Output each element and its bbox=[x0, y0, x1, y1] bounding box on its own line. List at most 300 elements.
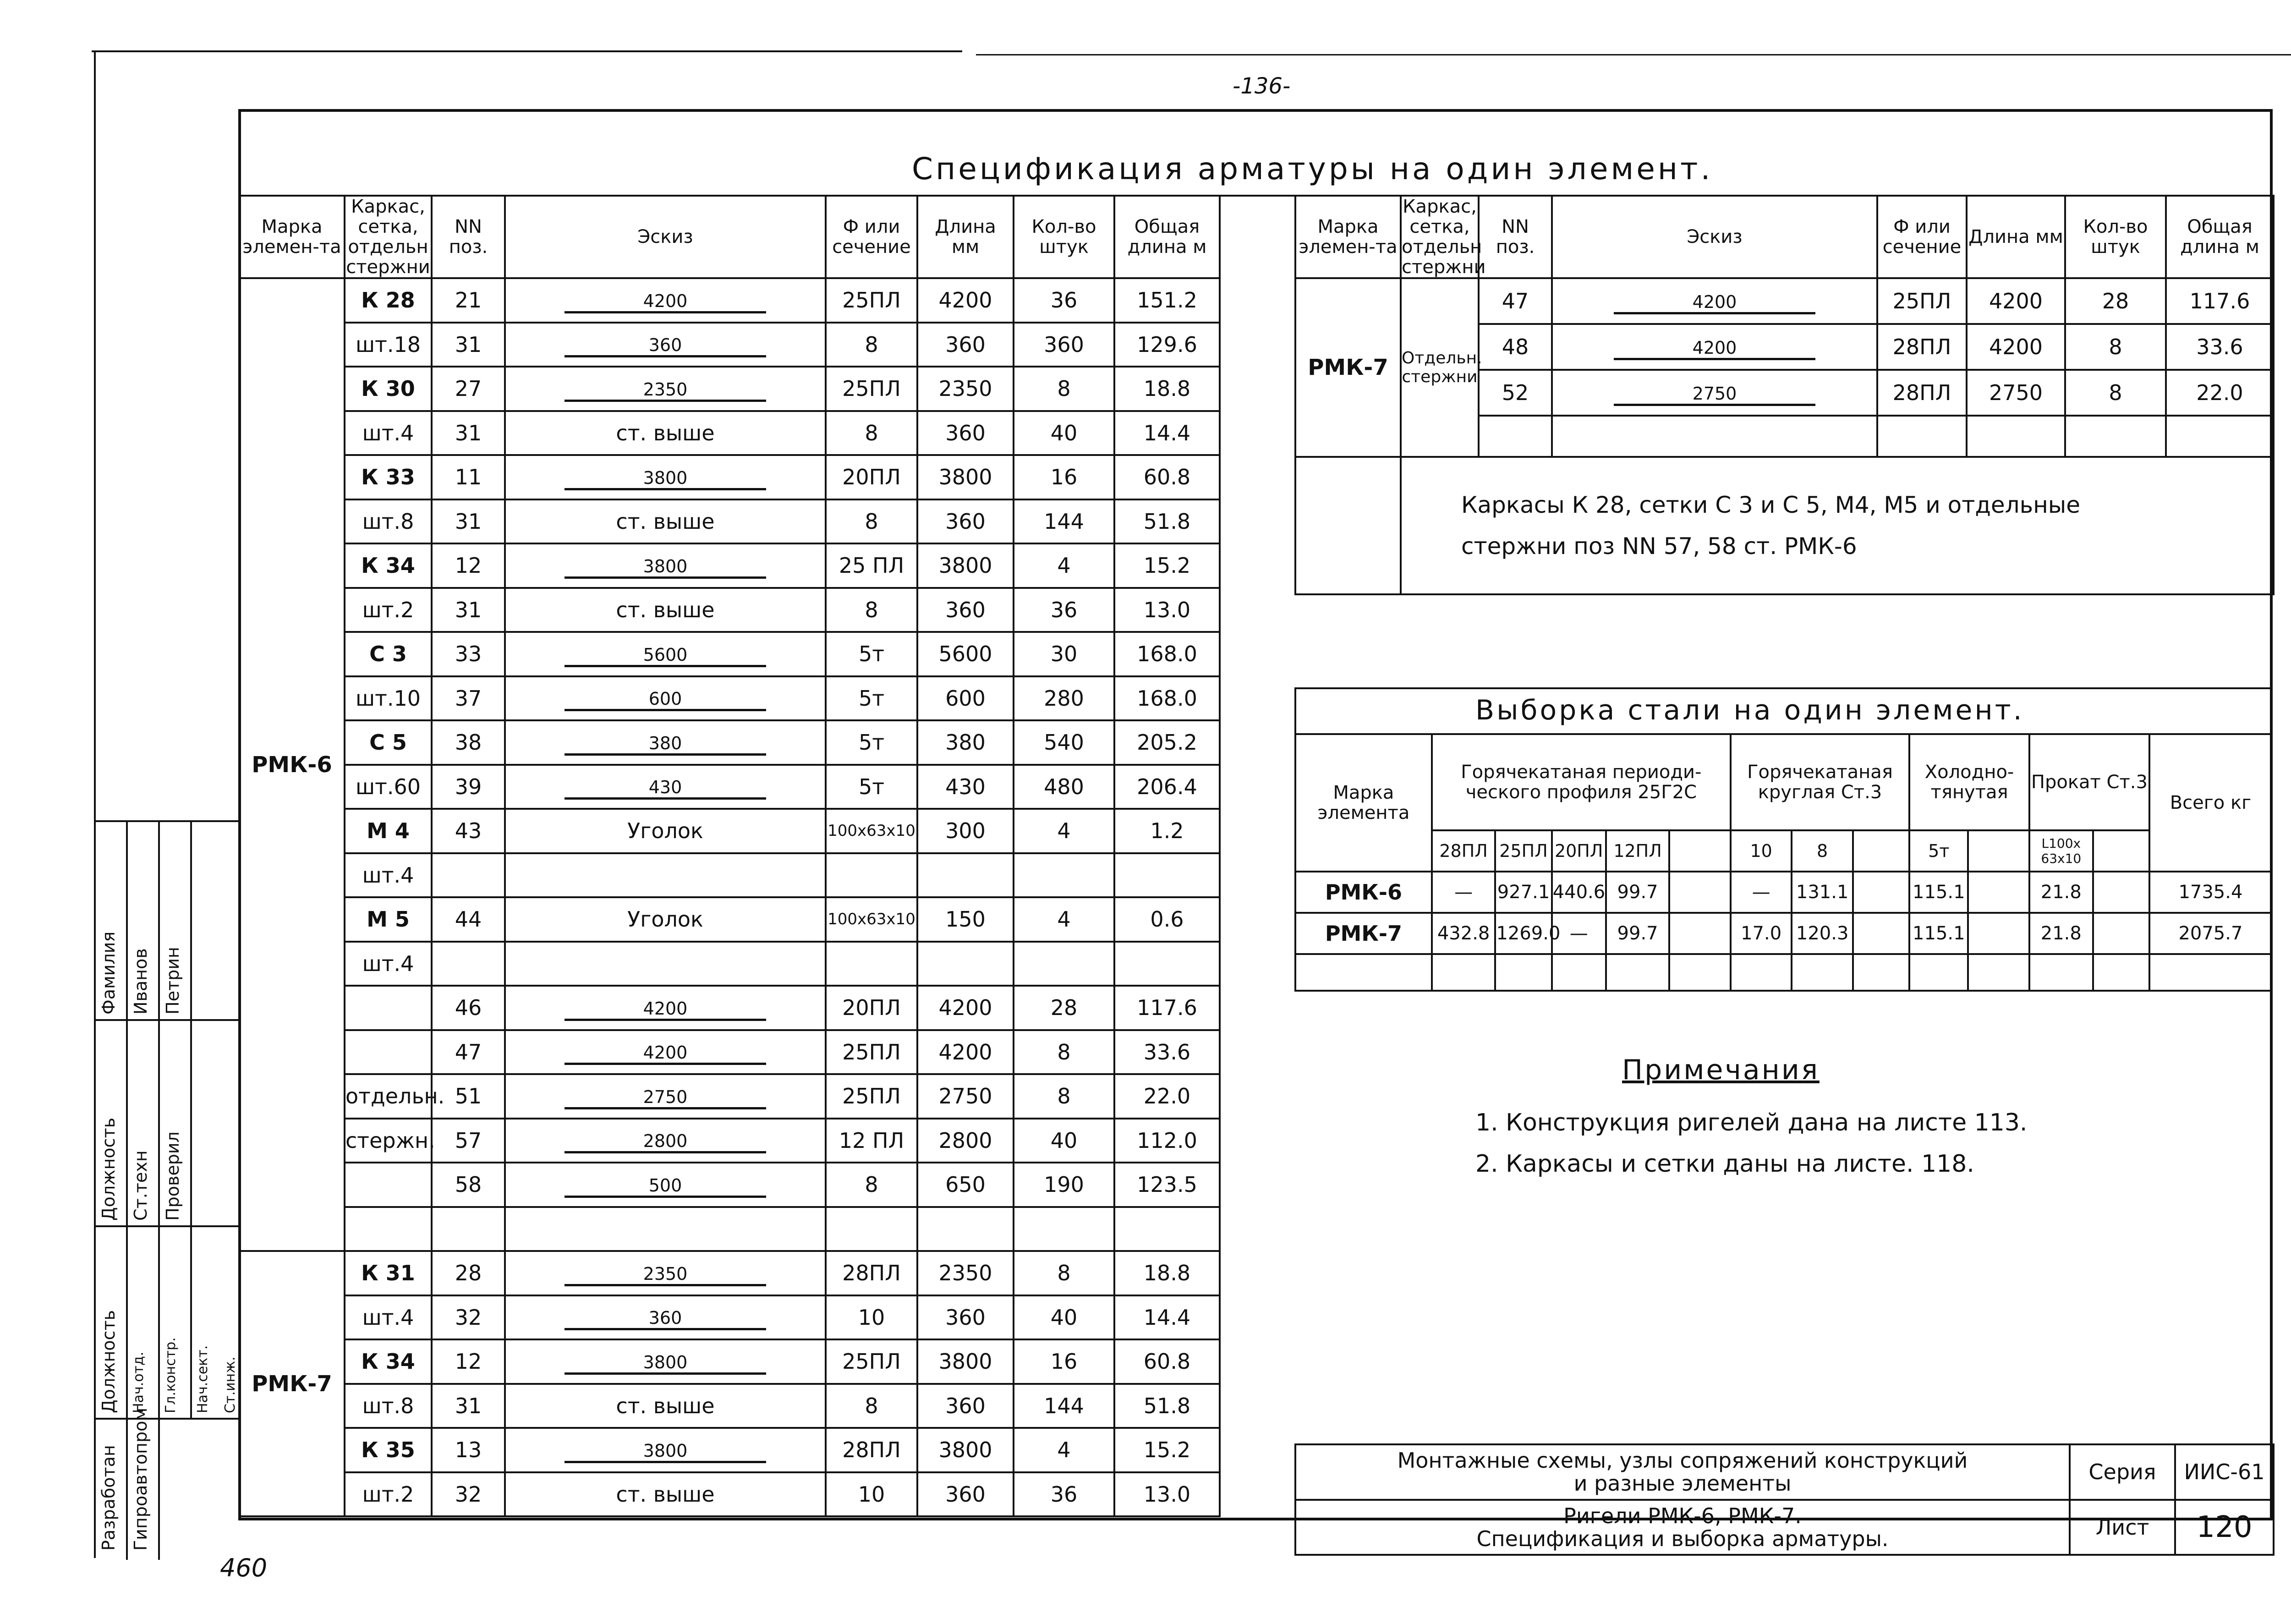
section-cell: 25ПЛ bbox=[826, 1074, 917, 1119]
total-length-cell: 15.2 bbox=[1114, 543, 1220, 588]
stamp-r2-name: Петрин bbox=[163, 947, 183, 1015]
empty-cell bbox=[1877, 416, 1967, 457]
position-cell: 43 bbox=[432, 809, 505, 853]
steel-value-cell: 1269.0 bbox=[1495, 913, 1551, 954]
steel-value-cell bbox=[2093, 913, 2149, 954]
quantity-cell: 4 bbox=[1014, 809, 1114, 853]
quantity-cell: 144 bbox=[1014, 499, 1114, 544]
length-cell: 5600 bbox=[917, 632, 1014, 676]
frame-cell: шт.8 bbox=[345, 1384, 432, 1428]
empty-cell bbox=[1792, 954, 1853, 991]
sketch-cell bbox=[505, 1074, 826, 1119]
position-cell: 13 bbox=[432, 1428, 505, 1472]
total-length-cell: 51.8 bbox=[1114, 1384, 1220, 1428]
rebar-line bbox=[565, 1328, 766, 1330]
steel-subheader-cell: 8 bbox=[1792, 830, 1853, 872]
top-border-line-left bbox=[92, 50, 962, 52]
steel-title: Выборка стали на один элемент. bbox=[1475, 694, 2024, 726]
frame-cell: отдельн. bbox=[345, 1074, 432, 1119]
quantity-cell: 4 bbox=[1014, 897, 1114, 942]
total-length-cell: 117.6 bbox=[2166, 278, 2274, 324]
top-border-line-right bbox=[976, 54, 2291, 55]
length-cell: 650 bbox=[917, 1163, 1014, 1207]
empty-cell bbox=[1552, 954, 1606, 991]
table-row bbox=[239, 1384, 1220, 1428]
length-cell bbox=[917, 853, 1014, 898]
section-cell: 8 bbox=[826, 323, 917, 367]
sketch-cell bbox=[505, 809, 826, 853]
steel-subheader-cell bbox=[1669, 830, 1731, 872]
section-cell: 28ПЛ bbox=[826, 1251, 917, 1295]
table-row bbox=[1295, 913, 2272, 954]
length-cell: 2800 bbox=[917, 1119, 1014, 1163]
position-cell: 39 bbox=[432, 765, 505, 809]
table-row bbox=[239, 323, 1220, 367]
empty-cell bbox=[1853, 954, 1909, 991]
frame-cell: шт.4 bbox=[345, 853, 432, 898]
steel-value-cell: 2075.7 bbox=[2149, 913, 2272, 954]
stamp-head-name: Фамилия bbox=[99, 931, 119, 1015]
main-title: Спецификация арматуры на один элемент. bbox=[912, 151, 1713, 187]
frame-cell: М 4 bbox=[345, 809, 432, 853]
frame-cell: шт.60 bbox=[345, 765, 432, 809]
length-cell: 4200 bbox=[917, 1030, 1014, 1075]
frame-cell: шт.4 bbox=[345, 411, 432, 455]
total-length-cell: 205.2 bbox=[1114, 720, 1220, 765]
sketch-cell bbox=[1552, 324, 1877, 370]
rebar-length-label: 430 bbox=[648, 777, 682, 798]
quantity-cell: 36 bbox=[1014, 278, 1114, 323]
quantity-cell: 480 bbox=[1014, 765, 1114, 809]
spec-header-cell: Каркас, сетка, отдельн стержни bbox=[345, 196, 432, 278]
rebar-length-label: 4200 bbox=[1692, 337, 1737, 358]
total-length-cell bbox=[1114, 853, 1220, 898]
table-row bbox=[239, 1030, 1220, 1075]
steel-value-cell: 1735.4 bbox=[2149, 872, 2272, 913]
approval-stamp bbox=[94, 820, 238, 1558]
quantity-cell bbox=[1014, 942, 1114, 986]
section-cell: 100х63х10 bbox=[826, 809, 917, 853]
position-cell bbox=[432, 942, 505, 986]
section-cell: 25 ПЛ bbox=[826, 543, 917, 588]
frame-cell: Отдельн. стержни bbox=[1401, 278, 1479, 457]
position-cell: 31 bbox=[432, 499, 505, 544]
rebar-line bbox=[1614, 404, 1815, 406]
steel-value-cell: 131.1 bbox=[1792, 872, 1853, 913]
steel-value-cell: — bbox=[1731, 872, 1792, 913]
frame-cell: М 5 bbox=[345, 897, 432, 942]
rebar-line bbox=[565, 1461, 766, 1463]
length-cell: 4200 bbox=[1967, 278, 2065, 324]
sketch-cell bbox=[505, 720, 826, 765]
position-cell: 58 bbox=[432, 1163, 505, 1207]
sketch-cell bbox=[505, 942, 826, 986]
length-cell: 3800 bbox=[917, 543, 1014, 588]
sketch-cell bbox=[505, 323, 826, 367]
spec-header-cell: Длина мм bbox=[917, 196, 1014, 278]
frame-cell: шт.2 bbox=[345, 1472, 432, 1517]
rebar-line bbox=[565, 797, 766, 800]
section-cell bbox=[826, 1207, 917, 1251]
note-1: 1. Конструкция ригелей дана на листе 113. bbox=[1475, 1109, 2028, 1136]
sketch-cell bbox=[505, 1472, 826, 1517]
sketch-cell bbox=[505, 632, 826, 676]
position-cell: 51 bbox=[432, 1074, 505, 1119]
rebar-line bbox=[565, 488, 766, 490]
table-row bbox=[239, 1472, 1220, 1517]
spec-header-cell: Длина мм bbox=[1967, 196, 2065, 278]
sheet-label: Лист bbox=[2070, 1500, 2175, 1555]
total-length-cell: 13.0 bbox=[1114, 1472, 1220, 1517]
rebar-length-label: 360 bbox=[648, 335, 682, 356]
position-cell: 31 bbox=[432, 1384, 505, 1428]
quantity-cell: 40 bbox=[1014, 1119, 1114, 1163]
rebar-length-label: 3800 bbox=[643, 467, 688, 488]
table-row bbox=[239, 1251, 1220, 1295]
total-length-cell: 117.6 bbox=[1114, 986, 1220, 1030]
rebar-line bbox=[1614, 312, 1815, 314]
section-cell: 12 ПЛ bbox=[826, 1119, 917, 1163]
spec-header-cell: Кол-во штук bbox=[2065, 196, 2166, 278]
rebar-length-label: 4200 bbox=[1692, 291, 1737, 312]
sheet-name-line-2: Спецификация и выборка арматуры. bbox=[1476, 1526, 1889, 1551]
rebar-sketch bbox=[565, 999, 766, 1021]
sketch-cell bbox=[505, 1030, 826, 1075]
table-row bbox=[239, 765, 1220, 809]
frame-cell: С 5 bbox=[345, 720, 432, 765]
section-cell: 25ПЛ bbox=[826, 367, 917, 411]
position-cell: 12 bbox=[432, 1339, 505, 1384]
length-cell: 4200 bbox=[917, 986, 1014, 1030]
rebar-sketch bbox=[565, 1043, 766, 1065]
steel-header-cold: Холодно-тянутая bbox=[1909, 734, 2029, 830]
quantity-cell: 8 bbox=[2065, 324, 2166, 370]
section-cell: 28ПЛ bbox=[826, 1428, 917, 1472]
rebar-sketch bbox=[1614, 339, 1815, 360]
empty-cell bbox=[1669, 954, 1731, 991]
steel-subheader-cell: 28ПЛ bbox=[1432, 830, 1496, 872]
rebar-line bbox=[565, 1019, 766, 1021]
quantity-cell: 28 bbox=[1014, 986, 1114, 1030]
stamp-col-2 bbox=[158, 822, 160, 1560]
quantity-cell: 40 bbox=[1014, 1295, 1114, 1340]
section-cell: 25ПЛ bbox=[826, 1339, 917, 1384]
section-cell: 5т bbox=[826, 632, 917, 676]
rebar-sketch bbox=[565, 469, 766, 490]
title-block-project bbox=[1295, 1444, 2070, 1500]
spec-header-cell: NN поз. bbox=[432, 196, 505, 278]
section-cell: 28ПЛ bbox=[1877, 370, 1967, 416]
length-cell: 150 bbox=[917, 897, 1014, 942]
sketch-cell bbox=[1552, 278, 1877, 324]
spec-table-left bbox=[238, 195, 1221, 1517]
section-cell: 25ПЛ bbox=[826, 278, 917, 323]
empty-cell bbox=[1967, 416, 2065, 457]
frame-cell: шт.18 bbox=[345, 323, 432, 367]
empty-cell bbox=[2065, 416, 2166, 457]
element-mark-cell: РМК-7 bbox=[239, 1251, 345, 1516]
quantity-cell: 190 bbox=[1014, 1163, 1114, 1207]
section-cell: 20ПЛ bbox=[826, 986, 917, 1030]
sketch-cell bbox=[505, 1119, 826, 1163]
sketch-cell bbox=[505, 676, 826, 721]
section-cell: 8 bbox=[826, 588, 917, 632]
empty-cell bbox=[2029, 954, 2093, 991]
steel-subheader-cell: 10 bbox=[1731, 830, 1792, 872]
steel-table bbox=[1294, 687, 2273, 992]
length-cell: 3800 bbox=[917, 1339, 1014, 1384]
length-cell: 3800 bbox=[917, 1428, 1014, 1472]
table-row bbox=[239, 809, 1220, 853]
right-note-line-2: стержни поз NN 57, 58 ст. РМК-6 bbox=[1461, 533, 1857, 560]
total-length-cell: 129.6 bbox=[1114, 323, 1220, 367]
position-cell: 38 bbox=[432, 720, 505, 765]
frame-cell: шт.2 bbox=[345, 588, 432, 632]
spec-header-cell: Марка элемен-та bbox=[239, 196, 345, 278]
steel-value-cell bbox=[1669, 913, 1731, 954]
steel-header-rolled: Прокат Ст.3 bbox=[2029, 734, 2149, 830]
rebar-line bbox=[565, 400, 766, 402]
frame-cell bbox=[345, 1207, 432, 1251]
empty-cell bbox=[1606, 954, 1670, 991]
section-cell: 10 bbox=[826, 1472, 917, 1517]
table-row bbox=[239, 1074, 1220, 1119]
rebar-length-label: 2350 bbox=[643, 1263, 688, 1284]
spec-header-cell: Кол-во штук bbox=[1014, 196, 1114, 278]
quantity-cell: 16 bbox=[1014, 1339, 1114, 1384]
total-length-cell: 14.4 bbox=[1114, 1295, 1220, 1340]
length-cell: 300 bbox=[917, 809, 1014, 853]
length-cell: 360 bbox=[917, 588, 1014, 632]
length-cell: 2750 bbox=[1967, 370, 2065, 416]
frame-cell: К 28 bbox=[345, 278, 432, 323]
sketch-cell bbox=[505, 1339, 826, 1384]
quantity-cell: 144 bbox=[1014, 1384, 1114, 1428]
steel-value-cell bbox=[1968, 913, 2029, 954]
rebar-length-label: 600 bbox=[648, 689, 682, 709]
stamp-org-1: Разработан bbox=[99, 1445, 119, 1551]
position-cell: 44 bbox=[432, 897, 505, 942]
table-row bbox=[239, 1295, 1220, 1340]
quantity-cell: 8 bbox=[1014, 1074, 1114, 1119]
sketch-text: Уголок bbox=[627, 818, 703, 844]
rebar-sketch bbox=[565, 292, 766, 313]
length-cell: 360 bbox=[917, 499, 1014, 544]
section-cell: 20ПЛ bbox=[826, 455, 917, 499]
table-row bbox=[239, 632, 1220, 676]
sketch-cell bbox=[505, 455, 826, 499]
project-line-2: и разные элементы bbox=[1573, 1471, 1792, 1496]
table-row bbox=[239, 1163, 1220, 1207]
rebar-sketch bbox=[565, 336, 766, 357]
steel-value-cell: — bbox=[1432, 872, 1496, 913]
page-number: -136- bbox=[1233, 73, 1291, 99]
sketch-cell bbox=[505, 499, 826, 544]
length-cell: 2350 bbox=[917, 1251, 1014, 1295]
length-cell: 380 bbox=[917, 720, 1014, 765]
steel-subheader-cell: L100х 63х10 bbox=[2029, 830, 2093, 872]
quantity-cell: 8 bbox=[2065, 370, 2166, 416]
empty-cell bbox=[1909, 954, 1968, 991]
quantity-cell: 4 bbox=[1014, 543, 1114, 588]
rebar-sketch bbox=[1614, 384, 1815, 406]
quantity-cell: 30 bbox=[1014, 632, 1114, 676]
steel-header-mark: Марка элемента bbox=[1295, 734, 1432, 872]
empty-cell bbox=[1432, 954, 1496, 991]
length-cell: 4200 bbox=[1967, 324, 2065, 370]
total-length-cell: 123.5 bbox=[1114, 1163, 1220, 1207]
sketch-cell bbox=[505, 1384, 826, 1428]
total-length-cell: 60.8 bbox=[1114, 455, 1220, 499]
length-cell: 360 bbox=[917, 323, 1014, 367]
length-cell: 2750 bbox=[917, 1074, 1014, 1119]
rebar-line bbox=[565, 1107, 766, 1109]
sketch-text: ст. выше bbox=[616, 1481, 715, 1507]
position-cell: 27 bbox=[432, 367, 505, 411]
steel-title-row bbox=[1295, 688, 2272, 734]
section-cell: 8 bbox=[826, 1384, 917, 1428]
title-block-sheet-name bbox=[1295, 1500, 2070, 1555]
total-length-cell: 33.6 bbox=[1114, 1030, 1220, 1075]
steel-value-cell bbox=[1968, 872, 2029, 913]
notes-title: Примечания bbox=[1622, 1054, 1820, 1086]
position-cell: 21 bbox=[432, 278, 505, 323]
table-row bbox=[239, 942, 1220, 986]
position-cell: 11 bbox=[432, 455, 505, 499]
table-row bbox=[239, 1428, 1220, 1472]
frame-cell: К 31 bbox=[345, 1251, 432, 1295]
position-cell: 57 bbox=[432, 1119, 505, 1163]
note-2: 2. Каркасы и сетки даны на листе. 118. bbox=[1475, 1150, 1974, 1178]
sketch-text: Уголок bbox=[627, 907, 703, 932]
position-cell: 52 bbox=[1479, 370, 1552, 416]
stamp-col-3 bbox=[190, 822, 192, 1418]
position-cell: 32 bbox=[432, 1295, 505, 1340]
length-cell: 4200 bbox=[917, 278, 1014, 323]
spec-header-cell: Эскиз bbox=[1552, 196, 1877, 278]
rebar-line bbox=[565, 1196, 766, 1198]
steel-header-periodic: Горячекатаная периоди-ческого профиля 25Г2С bbox=[1432, 734, 1731, 830]
rebar-length-label: 3800 bbox=[643, 1352, 688, 1372]
steel-subheader-cell: 12ПЛ bbox=[1606, 830, 1670, 872]
frame-cell bbox=[345, 1030, 432, 1075]
stamp-row-2 bbox=[94, 1225, 238, 1227]
spec-header-cell: Эскиз bbox=[505, 196, 826, 278]
length-cell: 360 bbox=[917, 1295, 1014, 1340]
quantity-cell: 36 bbox=[1014, 588, 1114, 632]
rebar-line bbox=[565, 576, 766, 579]
total-length-cell: 15.2 bbox=[1114, 1428, 1220, 1472]
rebar-length-label: 4200 bbox=[643, 291, 688, 311]
position-cell: 46 bbox=[432, 986, 505, 1030]
quantity-cell: 40 bbox=[1014, 411, 1114, 455]
quantity-cell: 360 bbox=[1014, 323, 1114, 367]
section-cell: 8 bbox=[826, 499, 917, 544]
quantity-cell: 540 bbox=[1014, 720, 1114, 765]
sketch-text: ст. выше bbox=[616, 1393, 715, 1418]
steel-subheader-cell: 5т bbox=[1909, 830, 1968, 872]
table-row bbox=[1295, 872, 2272, 913]
section-cell bbox=[826, 853, 917, 898]
rebar-sketch bbox=[565, 1132, 766, 1153]
rebar-length-label: 2750 bbox=[1692, 383, 1737, 404]
sketch-cell bbox=[505, 278, 826, 323]
table-row bbox=[239, 1119, 1220, 1163]
steel-value-cell: 99.7 bbox=[1606, 913, 1670, 954]
steel-value-cell: 99.7 bbox=[1606, 872, 1670, 913]
rebar-length-label: 2350 bbox=[643, 379, 688, 400]
steel-value-cell: 432.8 bbox=[1432, 913, 1496, 954]
steel-value-cell: 115.1 bbox=[1909, 872, 1968, 913]
section-cell: 8 bbox=[826, 411, 917, 455]
spec-header-cell: Ф или сечение bbox=[1877, 196, 1967, 278]
rebar-sketch bbox=[565, 557, 766, 579]
sketch-cell bbox=[505, 543, 826, 588]
table-row bbox=[239, 278, 1220, 323]
empty-cell bbox=[1495, 954, 1551, 991]
sketch-cell bbox=[505, 1163, 826, 1207]
section-cell: 25ПЛ bbox=[1877, 278, 1967, 324]
empty-cell bbox=[1968, 954, 2029, 991]
stamp-r2-post: Проверил bbox=[163, 1131, 183, 1221]
table-row bbox=[239, 1339, 1220, 1384]
total-length-cell: 33.6 bbox=[2166, 324, 2274, 370]
steel-value-cell: 21.8 bbox=[2029, 872, 2093, 913]
steel-subheader-cell: 25ПЛ bbox=[1495, 830, 1551, 872]
frame-cell: К 35 bbox=[345, 1428, 432, 1472]
rebar-line bbox=[565, 753, 766, 756]
rebar-sketch bbox=[1614, 293, 1815, 314]
frame-cell: шт.10 bbox=[345, 676, 432, 721]
quantity-cell bbox=[1014, 853, 1114, 898]
table-row bbox=[239, 676, 1220, 721]
rebar-sketch bbox=[565, 734, 766, 756]
length-cell: 2350 bbox=[917, 367, 1014, 411]
table-row bbox=[239, 853, 1220, 898]
sketch-cell bbox=[505, 367, 826, 411]
rebar-line bbox=[565, 665, 766, 667]
empty-cell bbox=[1552, 416, 1877, 457]
steel-subheader-cell bbox=[2093, 830, 2149, 872]
table-row bbox=[239, 543, 1220, 588]
spec-header-cell: NN поз. bbox=[1479, 196, 1552, 278]
series-value: ИИС-61 bbox=[2175, 1444, 2274, 1500]
rebar-length-label: 380 bbox=[648, 733, 682, 753]
total-length-cell: 206.4 bbox=[1114, 765, 1220, 809]
table-row bbox=[239, 411, 1220, 455]
frame-cell: К 34 bbox=[345, 1339, 432, 1384]
section-cell: 5т bbox=[826, 676, 917, 721]
rebar-sketch bbox=[565, 690, 766, 711]
length-cell bbox=[917, 942, 1014, 986]
stamp-b-r3-post: Нач.сект. bbox=[195, 1345, 211, 1413]
corner-number: 460 bbox=[220, 1553, 268, 1582]
total-length-cell: 112.0 bbox=[1114, 1119, 1220, 1163]
table-row bbox=[1295, 278, 2274, 324]
sheet-name-line-1: Ригели РМК-6, РМК-7. bbox=[1563, 1503, 1802, 1528]
stamp-head-post: Должность bbox=[99, 1118, 119, 1221]
position-cell: 28 bbox=[432, 1251, 505, 1295]
rebar-line bbox=[565, 709, 766, 711]
total-length-cell: 18.8 bbox=[1114, 367, 1220, 411]
rebar-length-label: 2750 bbox=[643, 1086, 688, 1107]
frame-cell: стержн. bbox=[345, 1119, 432, 1163]
position-cell: 32 bbox=[432, 1472, 505, 1517]
steel-value-cell: 440.6 bbox=[1552, 872, 1606, 913]
position-cell bbox=[432, 1207, 505, 1251]
title-block bbox=[1294, 1443, 2275, 1556]
table-row bbox=[239, 455, 1220, 499]
